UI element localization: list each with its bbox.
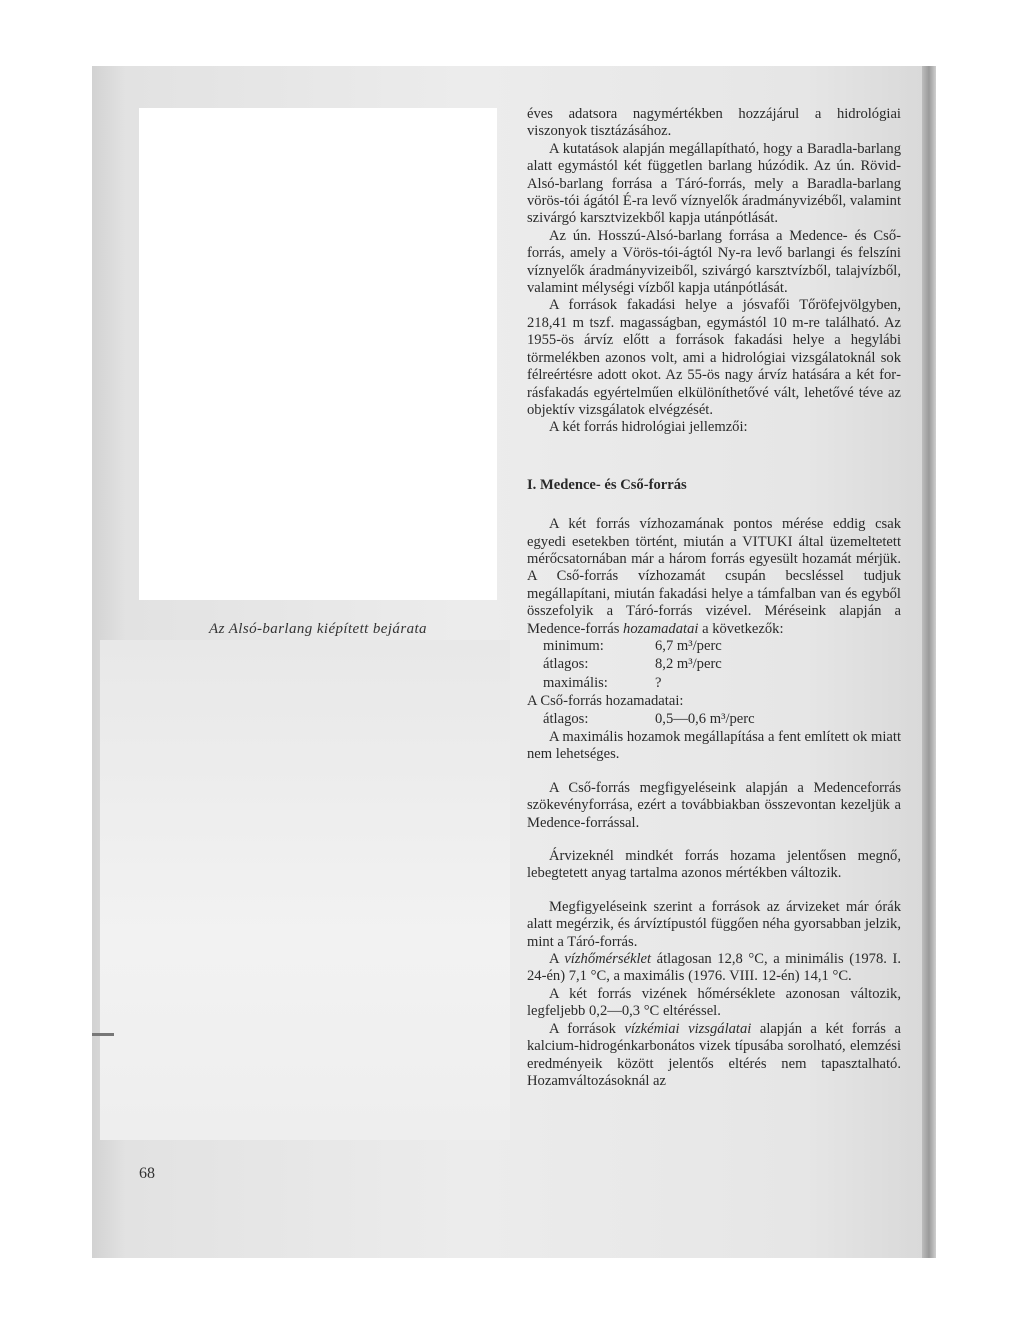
text-column bbox=[527, 106, 901, 1090]
data-label: átlagos: bbox=[543, 656, 589, 673]
photo-lower-area bbox=[100, 640, 510, 1140]
figure-caption: Az Alsó-barlang kiépített bejárata bbox=[209, 621, 427, 637]
data-row bbox=[527, 675, 901, 692]
section-title: I. Medence- és Cső-forrás bbox=[527, 476, 687, 493]
scan-edge-shadow bbox=[922, 66, 936, 1258]
paragraph bbox=[527, 516, 901, 638]
text-run: A bbox=[549, 951, 565, 968]
paragraph bbox=[527, 1021, 901, 1091]
paragraph: A két forrás hidrológiai jellemzői: bbox=[549, 419, 748, 436]
paragraph: éves adatsora nagymértékben hozzájárul a hidrológiai viszonyok tisztázásához. bbox=[527, 106, 901, 140]
text-run: átlagosan 12,8 °C, a minimális (1978. I. 24-én) 7,1 °C, a maximális (1976. VIII. 12-én) 14,1 °C. bbox=[527, 951, 901, 985]
data-row bbox=[527, 711, 901, 728]
data-value: 0,5—0,6 m³/perc bbox=[655, 710, 755, 727]
paragraph: A források fakadási helye a jósvafői Tőröfejvölgyben, 218,41 m tszf. magasságban, egymástól 10 m-re található. Az 1955-ös árvíz előtt a források fakadási helye a hegylábi törmelékben azonos volt, ami a hidrológiai vizsgálatoknál sok félreértésre adott okot. Az 55-ös nagy árvíz hatására a két forrásfakadás egyértelműen elkülöníthetővé vált, lehetővé téve az objektív vizsgálatok elvégzését. bbox=[527, 297, 901, 418]
text-run: A források bbox=[549, 1020, 625, 1037]
text-run: a következők: bbox=[698, 620, 784, 637]
paragraph: A két forrás vizének hőmérséklete azonosan változik, legfeljebb 0,2—0,3 °C eltéréssel. bbox=[527, 985, 901, 1020]
subheading: A Cső-forrás hozamadatai: bbox=[527, 693, 684, 710]
text-run: A két forrás vízhozamának pontos mérése eddig csak egyedi esetekben történt, miután a VITUKI által üzemeltetett mérőcsatornában már a három forrás egyesült hozamát mérjük. A Cső-forrás vízhozamát csupán becsléssel tudjuk megállapítani, miután fakadási helye a támfalban van és egyből összefolyik a Táró-forrás vizével. Méréseink alapján a Medence-forrás bbox=[527, 516, 901, 637]
data-value: 6,7 m³/perc bbox=[655, 637, 722, 654]
data-value: 8,2 m³/perc bbox=[655, 656, 722, 673]
italic-term: hozamadatai bbox=[623, 620, 699, 637]
italic-term: vízkémiai vizsgálatai bbox=[624, 1020, 752, 1037]
paragraph: A Cső-forrás megfigyeléseink alapján a Medenceforrás szökevényforrása, ezért a továbbiakban összevontan kezeljük a Medence-forrással. bbox=[527, 779, 901, 831]
text-run: alapján a két forrás a kalcium-hidrogénkarbonátos vizek típusába sorolható, elemzési eredményeik között jelentős eltérés nem tapasztalható. Hozamváltozásoknál az bbox=[527, 1020, 901, 1089]
figure-photo bbox=[139, 108, 497, 600]
page-number: 68 bbox=[139, 1165, 155, 1182]
data-label: minimum: bbox=[543, 637, 604, 654]
paragraph: A maximális hozamok megállapítása a fent említett ok miatt nem lehetséges. bbox=[527, 729, 901, 763]
data-label: maximális: bbox=[543, 674, 608, 691]
data-value: ? bbox=[655, 674, 662, 691]
margin-mark bbox=[92, 1033, 114, 1036]
italic-term: vízhőmérséklet bbox=[564, 951, 652, 968]
data-row bbox=[527, 656, 901, 673]
paragraph bbox=[527, 951, 901, 986]
paragraph: A kutatások alapján megállapítható, hogy a Baradla-barlang alatt egymástól két független barlang húzódik. Az ún. Rövid-Alsó-barlang forrása a Táró-forrás, mely a Baradla-barlang vörös-tói ágától É-ra levő víznyelők áradmányvizéből, valamint szivárgó karsztvizekből kapja utánpótlását. bbox=[527, 140, 901, 227]
data-label: átlagos: bbox=[543, 710, 589, 727]
paragraph: Az ún. Hosszú-Alsó-barlang forrása a Medence- és Cső-forrás, amely a Vörös-tói-ágtól Ny-ra levő barlangi és felszíni víznyelők áradmányvizeiből, szivárgó karsztvízből, talajvízből, valamint mélységi vízből kapja utánpótlását. bbox=[527, 227, 901, 297]
paragraph: Árvizeknél mindkét forrás hozama jelentősen megnő, lebegtetett anyag tartalma azonos mértékben változik. bbox=[527, 848, 901, 882]
paragraph: Megfigyeléseink szerint a források az árvizeket már órák alatt megérzik, és árvíztípustól függően néha gyorsabban jelzik, mint a Táró-forrás. bbox=[527, 898, 901, 950]
data-row bbox=[527, 638, 901, 655]
